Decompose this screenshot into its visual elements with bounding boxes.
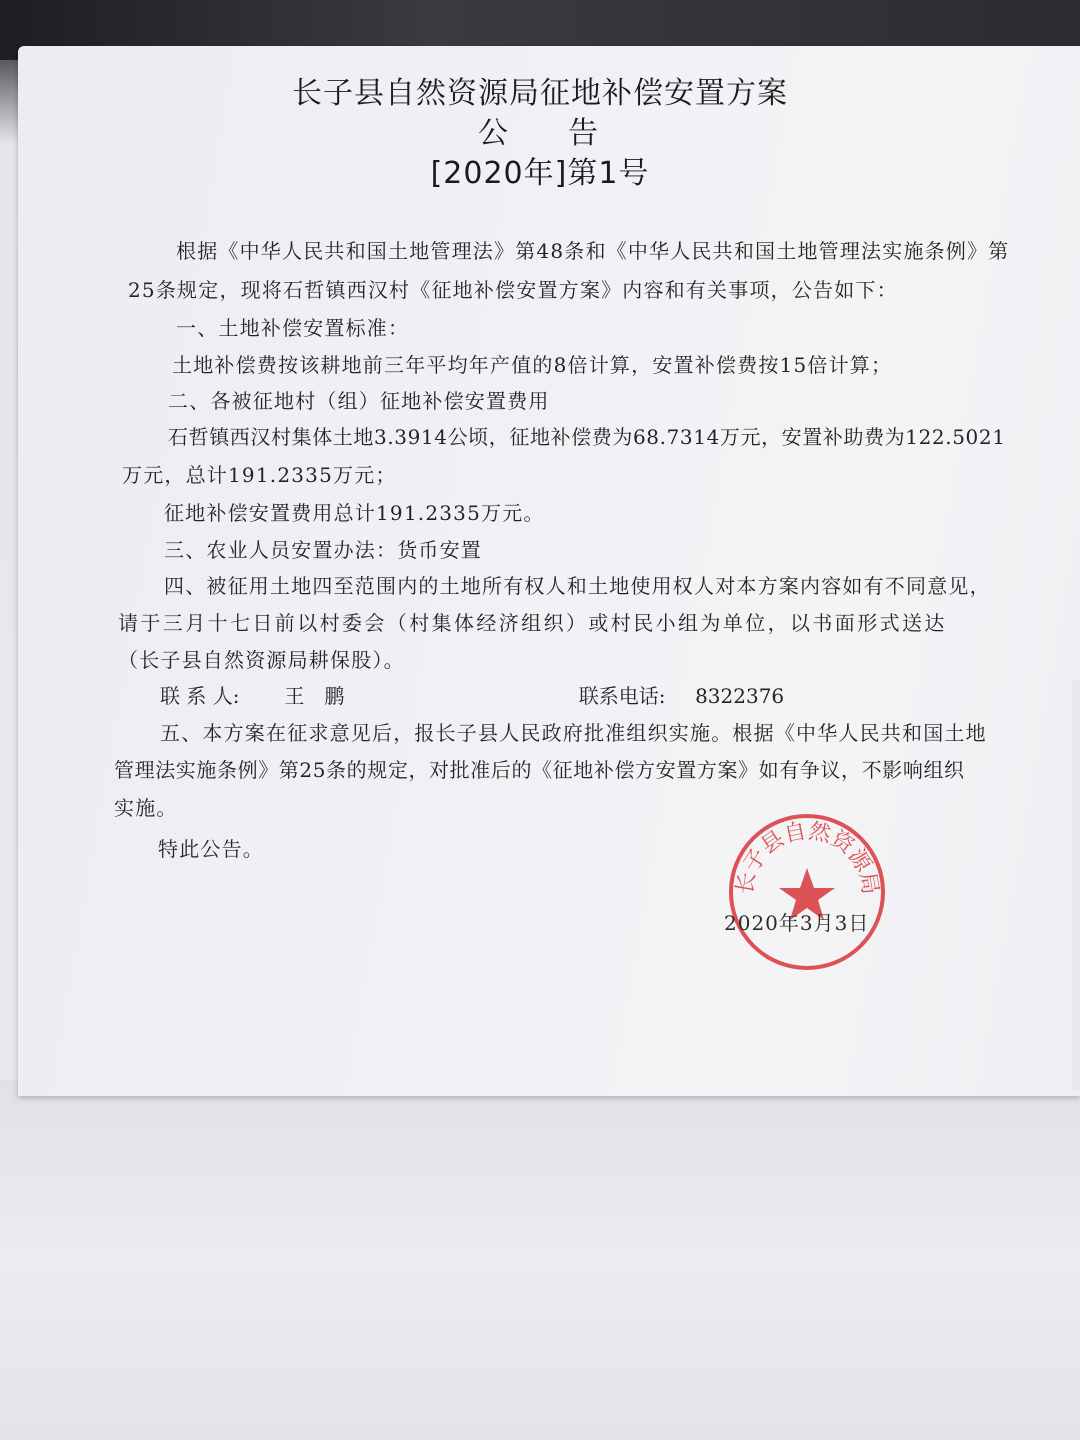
section-2-heading: 二、各被征地村（组）征地补偿安置费用 [168,389,550,413]
seal-text: 长子县自然资源局 [732,818,883,897]
official-seal-icon [725,810,890,975]
section-5-line1: 五、本方案在征求意见后，报长子县人民政府批准组织实施。根据《中华人民共和国土地 [160,721,987,745]
contact-name: 王 鹏 [284,684,345,708]
section-1-heading: 一、土地补偿安置标准： [176,316,410,340]
contact-row [160,680,784,709]
section-2-total: 征地补偿安置费用总计191.2335万元。 [164,501,545,525]
section-3-heading: 三、农业人员安置办法：货币安置 [164,538,482,562]
phone-value: 8322376 [695,684,785,708]
phone-label: 联系电话: [578,684,666,708]
issue-date: 2020年3月3日 [724,911,870,935]
section-4-line3: （长子县自然资源局耕保股）。 [118,648,405,672]
section-2-line2: 万元，总计191.2335万元； [122,463,397,487]
section-5-line2: 管理法实施条例》第25条的规定，对批准后的《征地补偿方安置方案》如有争议，不影响组织 [114,758,965,782]
closing-text: 特此公告。 [158,837,264,861]
notice-subtitle: 公告 [478,116,658,151]
section-4-line1: 四、被征用土地四至范围内的土地所有权人和土地使用权人对本方案内容如有不同意见， [164,574,991,598]
paper-edge [1072,680,1080,1090]
underlying-sheet [0,1080,1080,1440]
section-1-text: 土地补偿费按该耕地前三年平均年产值的8倍计算，安置补偿费按15倍计算； [172,353,893,377]
notice-title: 长子县自然资源局征地补偿安置方案 [292,76,788,111]
notice-number: [2020年]第1号 [430,156,650,191]
section-4-line2: 请于三月十七日前以村委会（村集体经济组织）或村民小组为单位，以书面形式送达 [118,611,947,635]
section-5-line3: 实施。 [114,796,178,820]
contact-label: 联 系 人: [160,684,240,708]
paragraph-intro-line2: 25条规定，现将石哲镇西汉村《征地补偿安置方案》内容和有关事项，公告如下： [128,278,898,302]
paragraph-intro-line1: 根据《中华人民共和国土地管理法》第48条和《中华人民共和国土地管理法实施条例》第 [176,239,1010,263]
section-2-line1: 石哲镇西汉村集体土地3.3914公顷，征地补偿费为68.7314万元，安置补助费为122.5021 [168,425,1006,449]
